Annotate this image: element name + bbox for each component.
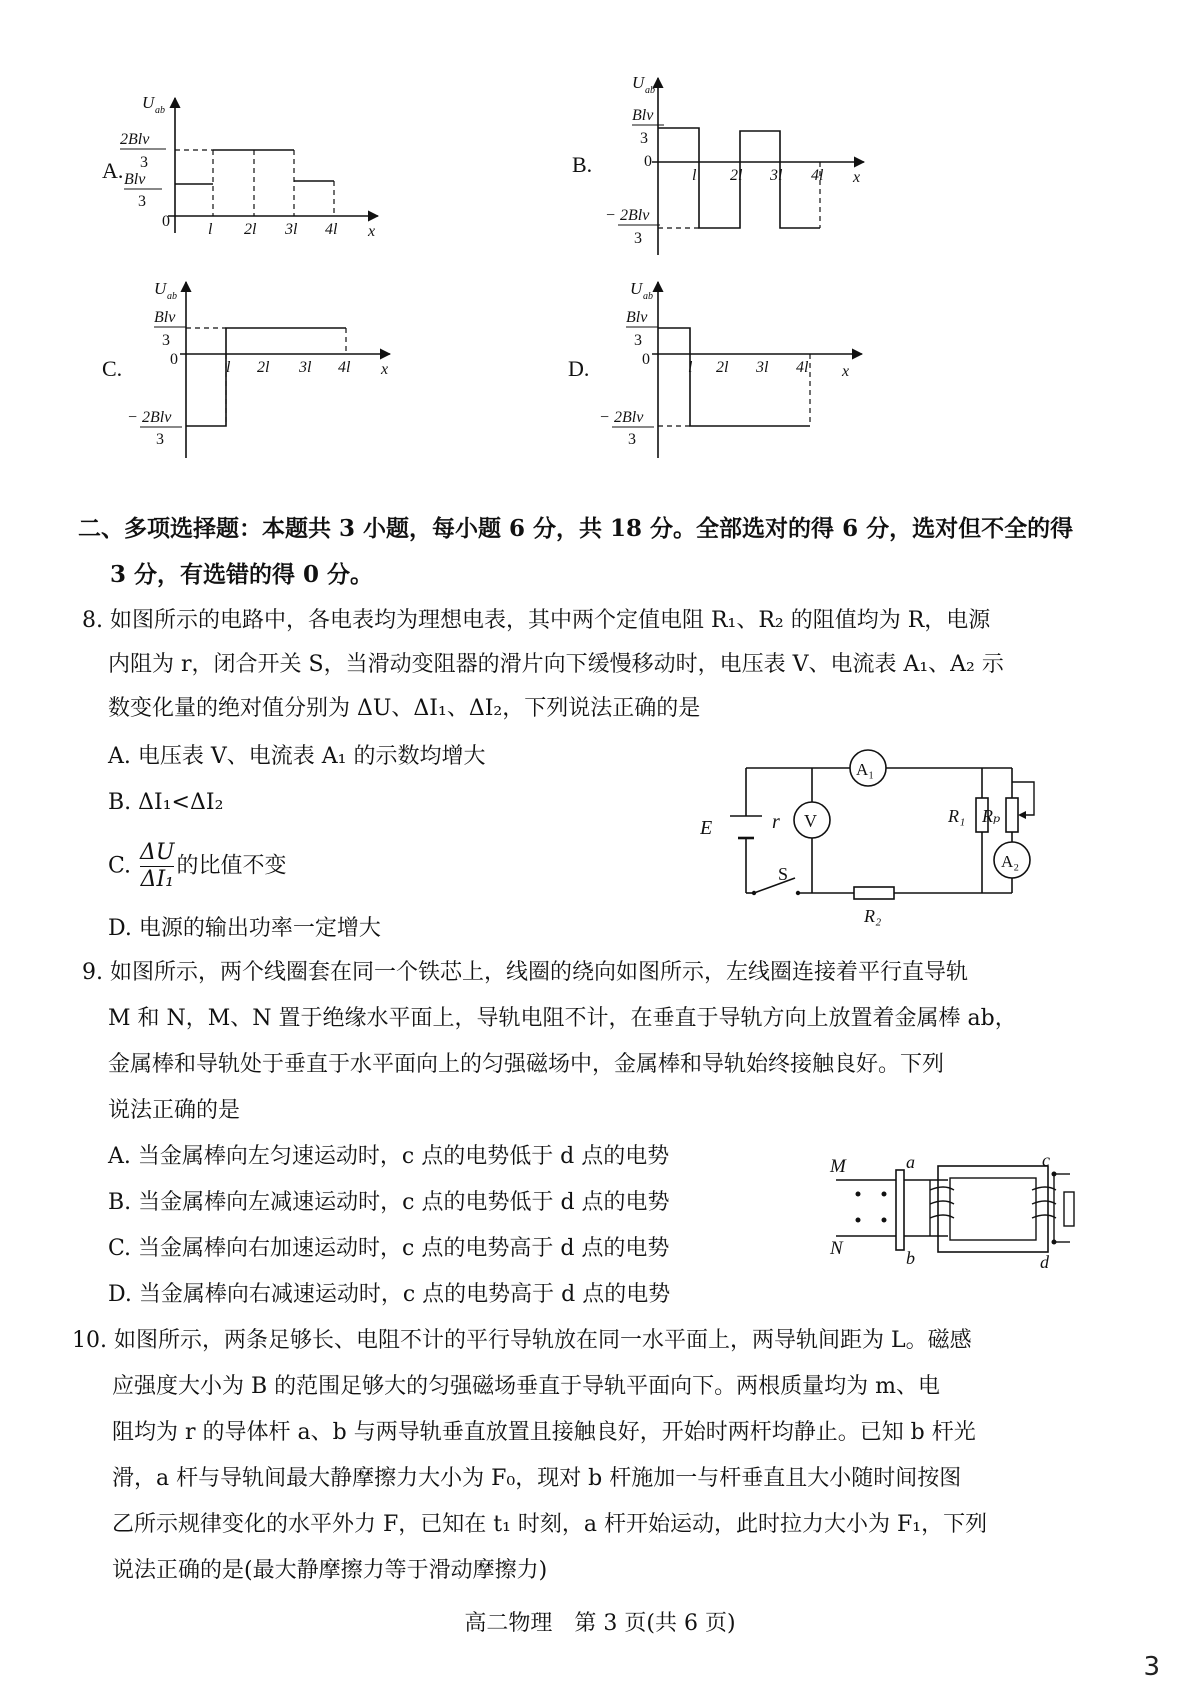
label-a: a — [906, 1152, 915, 1172]
svg-text:3: 3 — [628, 431, 636, 448]
svg-text:3l: 3l — [285, 221, 298, 238]
label-b: b — [906, 1248, 915, 1268]
page-number: 3 — [1143, 1652, 1160, 1682]
svg-text:4l: 4l — [338, 359, 351, 376]
graph-a-zero: 0 — [162, 213, 170, 230]
svg-text:−: − — [606, 207, 616, 224]
svg-text:l: l — [226, 359, 231, 376]
label-S: S — [778, 864, 789, 884]
svg-text:−: − — [600, 409, 610, 426]
resistor-r — [1064, 1192, 1074, 1226]
svg-text:3: 3 — [156, 431, 164, 448]
metal-rod-ab — [896, 1170, 904, 1250]
q9-transformer-diagram — [826, 1144, 1076, 1284]
q8-option-c-fraction — [140, 840, 174, 893]
svg-text:l: l — [692, 167, 697, 184]
q8-stem-line1: 8. 如图所示的电路中，各电表均为理想电表，其中两个定值电阻 R₁、R₂ 的阻值均为 R，电源 — [82, 608, 991, 633]
label-c: c — [1042, 1150, 1050, 1170]
graph-a-ylabel-blv-num: Blv — [124, 171, 146, 188]
q10-stem-line3: 阻均为 r 的导体杆 a、b 与两导轨垂直放置且接触良好，开始时两杆均静止。已知 b 杆光 — [112, 1420, 976, 1445]
graph-c-letter: C. — [102, 356, 123, 381]
q9-option-a: A. 当金属棒向左匀速运动时，c 点的电势低于 d 点的电势 — [108, 1144, 670, 1169]
svg-text:3: 3 — [640, 130, 648, 147]
label-N: N — [830, 1238, 843, 1259]
svg-text:Blv: Blv — [154, 309, 176, 326]
svg-text:ab: ab — [167, 291, 177, 302]
q8-option-c-numerator: ΔU — [140, 840, 175, 865]
svg-text:4l: 4l — [796, 359, 809, 376]
graph-a-ylabel-2blv-den: 3 — [140, 154, 148, 171]
graph-d-letter: D. — [568, 356, 590, 381]
q8-option-c-denominator: ΔI₁ — [140, 867, 174, 892]
svg-text:2Blv: 2Blv — [620, 207, 650, 224]
graph-b — [598, 70, 878, 260]
q10-stem-line5: 乙所示规律变化的水平外力 F，已知在 t₁ 时刻，a 杆开始运动，此时拉力大小为 F₁，下列 — [112, 1512, 988, 1537]
q9-option-c: C. 当金属棒向右加速运动时，c 点的电势高于 d 点的电势 — [108, 1236, 670, 1261]
svg-text:2l: 2l — [244, 221, 257, 238]
svg-text:l: l — [688, 359, 693, 376]
svg-text:U: U — [632, 73, 645, 92]
svg-text:x: x — [853, 169, 861, 186]
q8-circuit-diagram — [700, 738, 1060, 928]
svg-text:Blv: Blv — [632, 107, 654, 124]
label-R2: R₂ — [864, 906, 882, 926]
q10-stem-line4: 滑，a 杆与导轨间最大静摩擦力大小为 F₀，现对 b 杆施加一与杆垂直且大小随时间按图 — [112, 1466, 962, 1491]
q9-stem-line1: 9. 如图所示，两个线圈套在同一个铁芯上，线圈的绕向如图所示，左线圈连接着平行直导轨 — [82, 960, 968, 985]
q8-option-a: A. 电压表 V、电流表 A₁ 的示数均增大 — [108, 744, 486, 769]
label-Rp: Rₚ — [982, 806, 1001, 826]
page-footer: 高二物理 第 3 页(共 6 页) — [464, 1611, 736, 1636]
graph-d — [596, 272, 876, 462]
q8-option-b: B. ΔI₁<ΔI₂ — [108, 790, 224, 815]
q10-stem-line1: 10. 如图所示，两条足够长、电阻不计的平行导轨放在同一水平面上，两导轨间距为 L。磁感 — [72, 1328, 972, 1353]
svg-text:ab: ab — [643, 291, 653, 302]
label-d: d — [1040, 1252, 1049, 1272]
section2-title: 二、多项选择题：本题共 3 小题，每小题 6 分，共 18 分。全部选对的得 6 分，选对但不全的得 — [78, 515, 1074, 542]
svg-text:0: 0 — [644, 153, 652, 170]
svg-text:U: U — [630, 279, 643, 298]
svg-text:Blv: Blv — [626, 309, 648, 326]
svg-text:4l: 4l — [811, 167, 824, 184]
q9-stem-line2: M 和 N，M、N 置于绝缘水平面上，导轨电阻不计，在垂直于导轨方向上放置着金属棒 ab， — [108, 1006, 1017, 1031]
svg-text:0: 0 — [170, 351, 178, 368]
svg-text:x: x — [842, 363, 850, 380]
switch-lever — [754, 878, 795, 893]
q8-stem-line2: 内阻为 r，闭合开关 S，当滑动变阻器的滑片向下缓慢移动时，电压表 V、电流表 A₁、A₂ 示 — [108, 652, 1004, 677]
iron-core-inner — [950, 1178, 1036, 1240]
svg-text:ab: ab — [645, 85, 655, 96]
svg-text:2Blv: 2Blv — [142, 409, 172, 426]
label-V: V — [804, 811, 817, 831]
q8-option-c-letter: C. — [108, 853, 132, 879]
svg-text:3: 3 — [162, 332, 170, 349]
svg-text:3: 3 — [634, 230, 642, 247]
svg-text:2l: 2l — [730, 167, 743, 184]
q8-stem-line3: 数变化量的绝对值分别为 ΔU、ΔI₁、ΔI₂，下列说法正确的是 — [108, 696, 701, 721]
graph-b-letter: B. — [572, 152, 593, 177]
svg-text:x: x — [381, 361, 389, 378]
svg-text:0: 0 — [642, 351, 650, 368]
svg-text:2l: 2l — [257, 359, 270, 376]
graph-c — [124, 272, 404, 462]
rheostat-rp — [1006, 798, 1018, 832]
label-R1: R₁ — [948, 806, 966, 826]
svg-text:3l: 3l — [770, 167, 783, 184]
graph-a-ylabel-2blv-num: 2Blv — [120, 131, 150, 148]
svg-text:3: 3 — [634, 332, 642, 349]
q10-stem-line2: 应强度大小为 B 的范围足够大的匀强磁场垂直于导轨平面向下。两根质量均为 m、电 — [112, 1374, 941, 1399]
svg-text:2Blv: 2Blv — [614, 409, 644, 426]
svg-text:U: U — [154, 279, 167, 298]
graph-a-ylabel: U — [142, 93, 155, 112]
q9-stem-line4: 说法正确的是 — [108, 1098, 241, 1123]
q9-option-d: D. 当金属棒向右减速运动时，c 点的电势高于 d 点的电势 — [108, 1282, 671, 1307]
svg-text:x: x — [368, 223, 376, 240]
label-E: E — [700, 817, 713, 839]
svg-text:3l: 3l — [756, 359, 769, 376]
svg-text:−: − — [128, 409, 138, 426]
graph-a-letter: A. — [102, 158, 124, 183]
q9-stem-line3: 金属棒和导轨处于垂直于水平面向上的匀强磁场中，金属棒和导轨始终接触良好。下列 — [108, 1052, 945, 1077]
section2-title-cont: 3 分，有选错的得 0 分。 — [110, 561, 374, 588]
svg-text:2l: 2l — [716, 359, 729, 376]
graph-a-ylabel-blv-den: 3 — [138, 193, 146, 210]
svg-text:4l: 4l — [325, 221, 338, 238]
graph-a-ylabel-sub: ab — [155, 105, 165, 116]
svg-text:l: l — [208, 221, 213, 238]
q8-option-d: D. 电源的输出功率一定增大 — [108, 916, 381, 941]
graph-a — [120, 88, 400, 248]
resistor-r2 — [854, 887, 894, 899]
iron-core-outer — [938, 1166, 1048, 1252]
q8-option-c-text: 的比值不变 — [176, 853, 287, 879]
q8-option-c — [108, 840, 287, 893]
label-A1: A₁ — [856, 760, 875, 779]
label-A2: A₂ — [1001, 852, 1020, 871]
svg-text:3l: 3l — [299, 359, 312, 376]
label-M: M — [830, 1156, 846, 1177]
q9-option-b: B. 当金属棒向左减速运动时，c 点的电势低于 d 点的电势 — [108, 1190, 670, 1215]
label-r: r — [772, 811, 780, 833]
q10-stem-line6: 说法正确的是(最大静摩擦力等于滑动摩擦力) — [112, 1558, 548, 1583]
